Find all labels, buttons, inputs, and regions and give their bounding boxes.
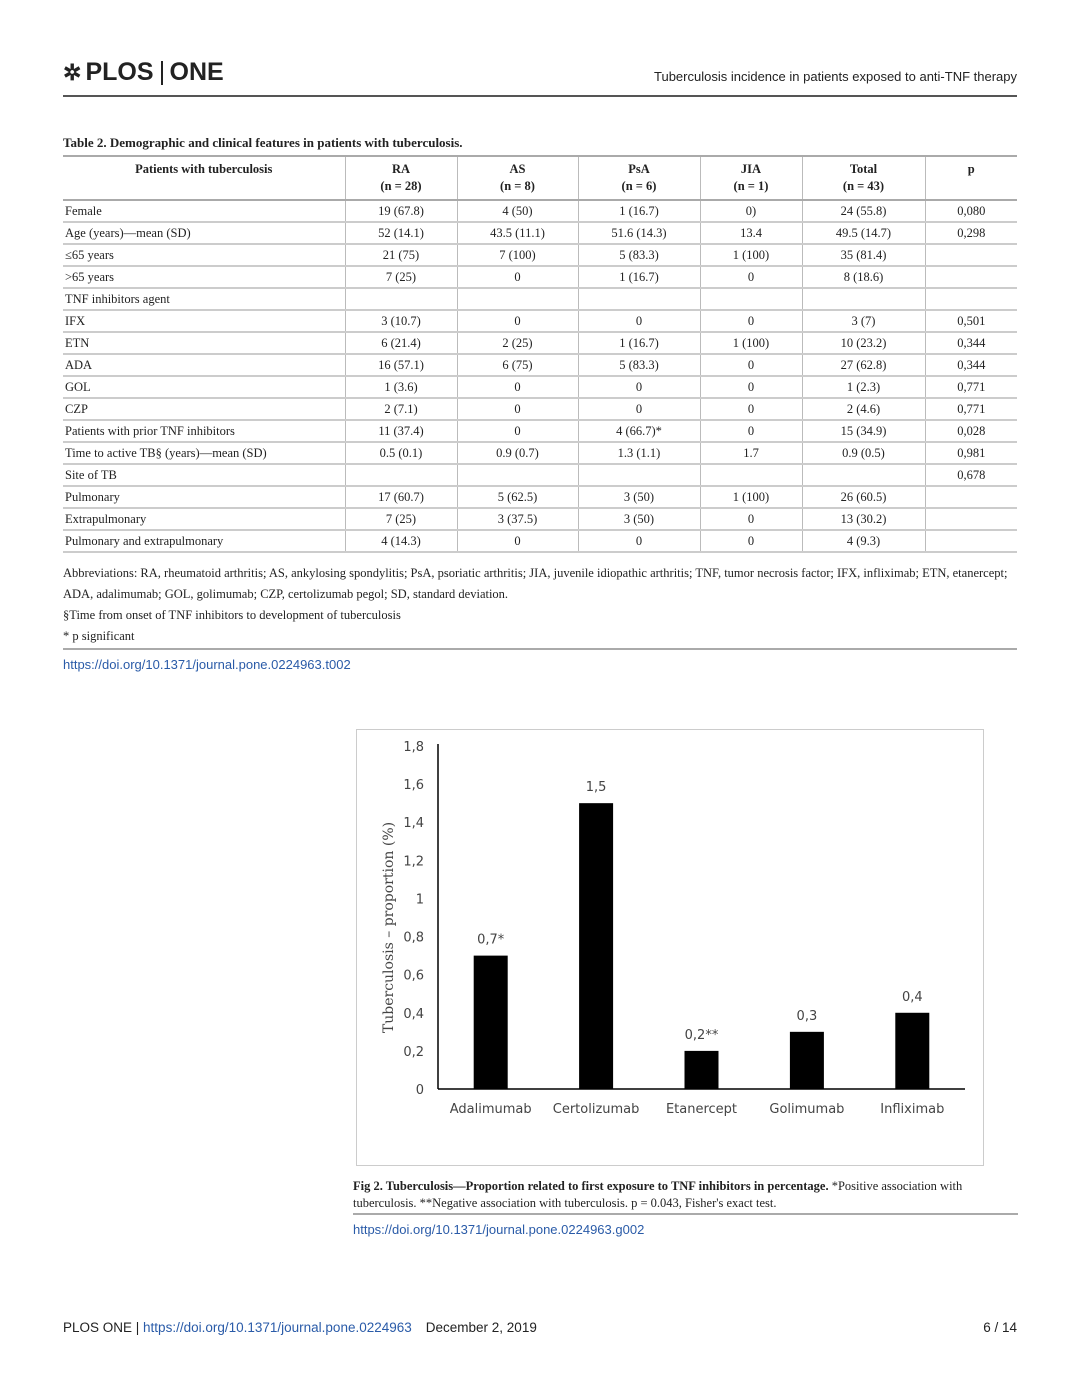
table-cell: 0 bbox=[700, 398, 802, 420]
table-row bbox=[63, 244, 1017, 266]
table-cell bbox=[700, 464, 802, 486]
table-cell: Patients with prior TNF inhibitors bbox=[63, 420, 345, 442]
y-tick-label: 0,4 bbox=[403, 1006, 424, 1022]
table-cell: 13.4 bbox=[700, 222, 802, 244]
table-note: * p significant bbox=[63, 629, 135, 643]
table-cell: 35 (81.4) bbox=[802, 244, 925, 266]
table-cell: 7 (25) bbox=[345, 508, 457, 530]
table-cell: 0 bbox=[457, 398, 578, 420]
table-cell: 0 bbox=[457, 420, 578, 442]
table-cell: ETN bbox=[63, 332, 345, 354]
table-cell: 0.9 (0.7) bbox=[457, 442, 578, 464]
table-cell: 0 bbox=[700, 266, 802, 288]
table-cell: 1 (3.6) bbox=[345, 376, 457, 398]
table-cell: 1 (100) bbox=[700, 486, 802, 508]
x-tick-label: Certolizumab bbox=[552, 1102, 640, 1117]
table-cell: 0.5 (0.1) bbox=[345, 442, 457, 464]
table-cell bbox=[802, 464, 925, 486]
table-cell: 0,771 bbox=[925, 398, 1017, 420]
table-cell: 43.5 (11.1) bbox=[457, 222, 578, 244]
table-cell: 0 bbox=[700, 310, 802, 332]
y-tick-label: 1,2 bbox=[403, 854, 424, 870]
table-cell bbox=[457, 464, 578, 486]
y-tick-label: 1,8 bbox=[403, 740, 424, 755]
table-cell: 10 (23.2) bbox=[802, 332, 925, 354]
table-cell bbox=[345, 464, 457, 486]
table-doi-link[interactable]: https://doi.org/10.1371/journal.pone.0224963.t002 bbox=[63, 657, 351, 672]
table-cell: GOL bbox=[63, 376, 345, 398]
article-doi-link[interactable]: https://doi.org/10.1371/journal.pone.0224963 bbox=[143, 1320, 412, 1335]
table-cell: 3 (10.7) bbox=[345, 310, 457, 332]
column-header-n: (n = 43) bbox=[842, 179, 885, 193]
table-cell: 1.7 bbox=[700, 442, 802, 464]
column-header-label: p bbox=[967, 162, 975, 176]
data-label: 0,2** bbox=[684, 1027, 719, 1043]
table-cell: 4 (14.3) bbox=[345, 530, 457, 552]
data-label: 1,5 bbox=[585, 780, 607, 796]
table-cell: 8 (18.6) bbox=[802, 266, 925, 288]
table-cell: 0,981 bbox=[925, 442, 1017, 464]
table-cell: 1 (16.7) bbox=[578, 266, 700, 288]
table-cell bbox=[925, 508, 1017, 530]
table-cell bbox=[925, 288, 1017, 310]
table-cell: ≤65 years bbox=[63, 244, 345, 266]
table-cell: 1 (100) bbox=[700, 332, 802, 354]
table-cell: 26 (60.5) bbox=[802, 486, 925, 508]
table-cell: 7 (100) bbox=[457, 244, 578, 266]
table-row bbox=[63, 464, 1017, 486]
y-tick-label: 1 bbox=[415, 892, 424, 908]
table-cell: 24 (55.8) bbox=[802, 200, 925, 222]
table-cell: 0 bbox=[700, 354, 802, 376]
table-cell: 6 (75) bbox=[457, 354, 578, 376]
table-cell: 21 (75) bbox=[345, 244, 457, 266]
plos-logo-icon: ✲ bbox=[63, 59, 82, 85]
column-header-label: Patients with tuberculosis bbox=[135, 162, 273, 176]
table-cell: 0,080 bbox=[925, 200, 1017, 222]
journal-logo: ✲ PLOS ONE bbox=[63, 58, 224, 86]
column-header-label: JIA bbox=[740, 162, 762, 176]
table-cell: Time to active TB§ (years)—mean (SD) bbox=[63, 442, 345, 464]
figure-caption: Fig 2. Tuberculosis—Proportion related to first exposure to TNF inhibitors in percentage. *Positive association with tuberculosis. **Negative association with tuberculosis. p = 0.043, Fisher's exact test. bbox=[353, 1179, 963, 1210]
y-tick-label: 0,6 bbox=[403, 968, 424, 984]
table-cell: 1 (16.7) bbox=[578, 200, 700, 222]
table-cell: 0 bbox=[700, 508, 802, 530]
figure-doi-link[interactable]: https://doi.org/10.1371/journal.pone.0224963.g002 bbox=[353, 1222, 645, 1237]
x-tick-label: Infliximab bbox=[880, 1102, 945, 1117]
column-header-n: (n = 28) bbox=[380, 179, 422, 193]
table-cell: 15 (34.9) bbox=[802, 420, 925, 442]
table-notes bbox=[63, 563, 1017, 647]
table-cell: 2 (7.1) bbox=[345, 398, 457, 420]
table-row bbox=[63, 310, 1017, 332]
page-number: 6 / 14 bbox=[983, 1320, 1017, 1335]
table-row bbox=[63, 420, 1017, 442]
table-cell: 0 bbox=[700, 420, 802, 442]
table-cell: 1.3 (1.1) bbox=[578, 442, 700, 464]
table-cell bbox=[925, 530, 1017, 552]
y-tick-label: 1,6 bbox=[403, 778, 424, 794]
table-row bbox=[63, 288, 1017, 310]
column-header bbox=[578, 156, 700, 200]
table-row bbox=[63, 200, 1017, 222]
table-cell: Pulmonary bbox=[63, 486, 345, 508]
data-label: 0,4 bbox=[901, 989, 923, 1005]
column-header bbox=[457, 156, 578, 200]
table-cell: 0 bbox=[578, 398, 700, 420]
table-cell: 0 bbox=[578, 310, 700, 332]
table-cell: 7 (25) bbox=[345, 266, 457, 288]
table-cell: 0 bbox=[700, 530, 802, 552]
table-row bbox=[63, 442, 1017, 464]
table-cell bbox=[925, 486, 1017, 508]
column-header bbox=[700, 156, 802, 200]
table-cell: 4 (66.7)* bbox=[578, 420, 700, 442]
table-row bbox=[63, 376, 1017, 398]
table-cell: 13 (30.2) bbox=[802, 508, 925, 530]
table-cell: 0,298 bbox=[925, 222, 1017, 244]
table-title: Table 2. Demographic and clinical features in patients with tuberculosis. bbox=[63, 135, 463, 150]
table-note: §Time from onset of TNF inhibitors to development of tuberculosis bbox=[63, 608, 401, 622]
table-cell: 49.5 (14.7) bbox=[802, 222, 925, 244]
table-cell: 0 bbox=[578, 376, 700, 398]
table-cell: 5 (83.3) bbox=[578, 354, 700, 376]
table-cell: Age (years)—mean (SD) bbox=[63, 222, 345, 244]
bar bbox=[474, 956, 508, 1089]
y-tick-label: 1,4 bbox=[403, 816, 424, 832]
x-tick-label: Adalimumab bbox=[449, 1102, 532, 1117]
column-header bbox=[925, 156, 1017, 200]
table-cell bbox=[925, 266, 1017, 288]
table-cell bbox=[700, 288, 802, 310]
divider bbox=[63, 648, 1017, 650]
table-cell: 4 (9.3) bbox=[802, 530, 925, 552]
table-cell: 0 bbox=[457, 266, 578, 288]
table-cell: 3 (37.5) bbox=[457, 508, 578, 530]
table-cell: 11 (37.4) bbox=[345, 420, 457, 442]
table-cell: 2 (4.6) bbox=[802, 398, 925, 420]
bar bbox=[579, 803, 613, 1089]
table-row bbox=[63, 398, 1017, 420]
y-tick-label: 0 bbox=[415, 1083, 424, 1098]
divider bbox=[353, 1213, 1018, 1215]
footer: PLOS ONE | https://doi.org/10.1371/journal.pone.0224963 December 2, 2019 bbox=[63, 1320, 537, 1335]
table-cell: 52 (14.1) bbox=[345, 222, 457, 244]
table-cell: >65 years bbox=[63, 266, 345, 288]
table-cell: 4 (50) bbox=[457, 200, 578, 222]
table-cell: 5 (83.3) bbox=[578, 244, 700, 266]
table-cell: Female bbox=[63, 200, 345, 222]
table-cell: TNF inhibitors agent bbox=[63, 288, 345, 310]
bar bbox=[685, 1051, 719, 1089]
table-cell: 3 (50) bbox=[578, 486, 700, 508]
column-header bbox=[345, 156, 457, 200]
x-tick-label: Golimumab bbox=[769, 1102, 845, 1117]
column-header-n: (n = 8) bbox=[500, 179, 535, 193]
y-tick-label: 0,8 bbox=[403, 930, 424, 946]
table-cell: 0.9 (0.5) bbox=[802, 442, 925, 464]
table-cell: Site of TB bbox=[63, 464, 345, 486]
table-row bbox=[63, 486, 1017, 508]
bar-chart bbox=[356, 729, 984, 1166]
table-row bbox=[63, 266, 1017, 288]
column-header bbox=[802, 156, 925, 200]
table-cell: Extrapulmonary bbox=[63, 508, 345, 530]
table-cell bbox=[578, 288, 700, 310]
table-cell: 1 (16.7) bbox=[578, 332, 700, 354]
data-table bbox=[63, 155, 1017, 553]
column-header-label: AS bbox=[509, 162, 526, 176]
table-cell: IFX bbox=[63, 310, 345, 332]
table-cell: ADA bbox=[63, 354, 345, 376]
running-title: Tuberculosis incidence in patients exposed to anti-TNF therapy bbox=[654, 69, 1017, 84]
table-cell: 2 (25) bbox=[457, 332, 578, 354]
data-label: 0,3 bbox=[796, 1008, 818, 1024]
column-header-n: (n = 1) bbox=[733, 179, 769, 193]
table-row bbox=[63, 222, 1017, 244]
x-tick-label: Etanercept bbox=[665, 1102, 738, 1117]
column-header-label: Total bbox=[849, 162, 878, 176]
table-cell: 0 bbox=[457, 376, 578, 398]
table-row bbox=[63, 332, 1017, 354]
table-cell: 0,771 bbox=[925, 376, 1017, 398]
table-cell: 1 (2.3) bbox=[802, 376, 925, 398]
table-cell: 0,344 bbox=[925, 332, 1017, 354]
table-cell: 0) bbox=[700, 200, 802, 222]
table-cell: 19 (67.8) bbox=[345, 200, 457, 222]
table-note: Abbreviations: RA, rheumatoid arthritis; AS, ankylosing spondylitis; PsA, psoriatic arthritis; JIA, juvenile idiopathic arthritis; TNF, tumor necrosis factor; IFX, infliximab; ETN, etanercept; ADA, adalimumab; GOL, golimumab; CZP, certolizumab pegol; SD, standard deviation. bbox=[63, 566, 1008, 601]
table-cell: 27 (62.8) bbox=[802, 354, 925, 376]
table-header-row bbox=[63, 156, 1017, 200]
table-cell: 0,344 bbox=[925, 354, 1017, 376]
table-cell: 0,678 bbox=[925, 464, 1017, 486]
table-cell: 17 (60.7) bbox=[345, 486, 457, 508]
table-cell: CZP bbox=[63, 398, 345, 420]
bar bbox=[895, 1013, 929, 1089]
table-cell: Pulmonary and extrapulmonary bbox=[63, 530, 345, 552]
y-tick-label: 0,2 bbox=[403, 1044, 424, 1060]
column-header-n: (n = 6) bbox=[621, 179, 657, 193]
table-cell: 0 bbox=[457, 530, 578, 552]
table-cell bbox=[345, 288, 457, 310]
column-header-label: RA bbox=[391, 162, 411, 176]
table-cell bbox=[802, 288, 925, 310]
table-cell: 0 bbox=[578, 530, 700, 552]
table-cell: 1 (100) bbox=[700, 244, 802, 266]
table-cell: 16 (57.1) bbox=[345, 354, 457, 376]
y-axis-label: Tuberculosis – proportion (%) bbox=[381, 821, 397, 1034]
table-cell: 0 bbox=[700, 376, 802, 398]
table-row bbox=[63, 530, 1017, 552]
table-cell: 5 (62.5) bbox=[457, 486, 578, 508]
table-cell: 3 (7) bbox=[802, 310, 925, 332]
table-row bbox=[63, 354, 1017, 376]
table-cell bbox=[578, 464, 700, 486]
table-cell: 0,501 bbox=[925, 310, 1017, 332]
column-header-label: PsA bbox=[628, 162, 650, 176]
table-cell: 3 (50) bbox=[578, 508, 700, 530]
table-cell bbox=[457, 288, 578, 310]
header-divider bbox=[63, 95, 1017, 97]
table-cell: 6 (21.4) bbox=[345, 332, 457, 354]
table-cell: 51.6 (14.3) bbox=[578, 222, 700, 244]
table-row bbox=[63, 508, 1017, 530]
table-cell bbox=[925, 244, 1017, 266]
bar bbox=[790, 1032, 824, 1089]
table-cell: 0 bbox=[457, 310, 578, 332]
column-header bbox=[63, 156, 345, 200]
data-label: 0,7* bbox=[477, 932, 505, 948]
table-cell: 0,028 bbox=[925, 420, 1017, 442]
